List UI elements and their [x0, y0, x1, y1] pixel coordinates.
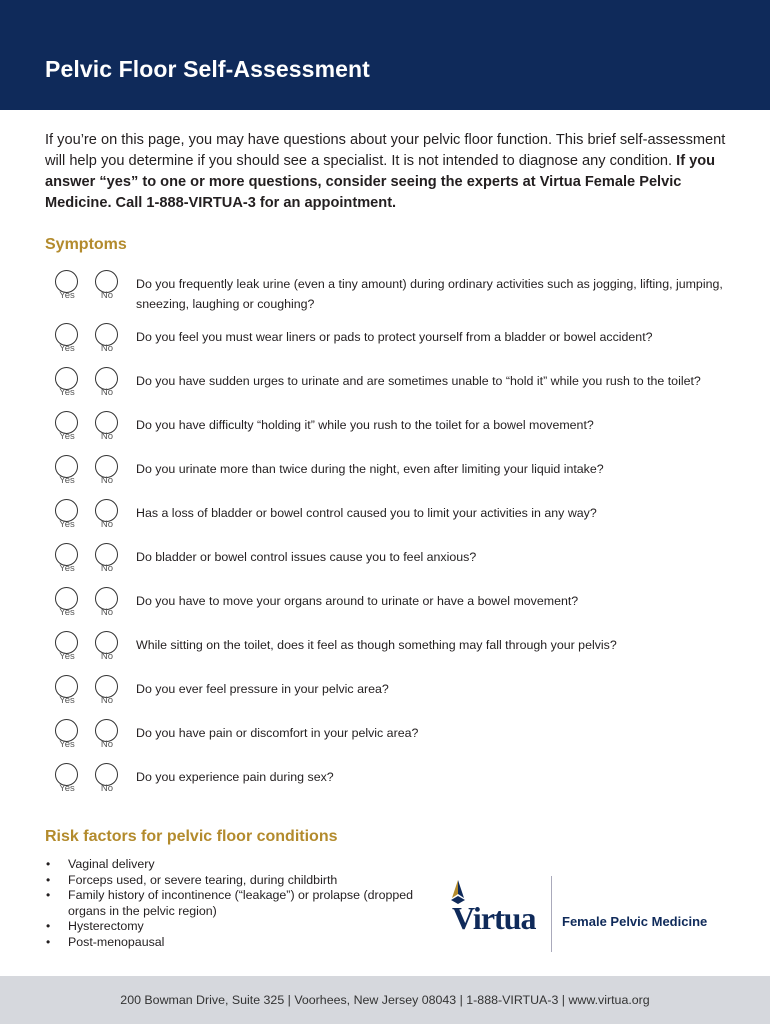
no-label: No: [100, 783, 114, 794]
footer-contact: 200 Bowman Drive, Suite 325 | Voorhees, New Jersey 08043 | 1-888-VIRTUA-3 | www.virtua.org: [120, 993, 650, 1007]
yes-label: Yes: [59, 563, 75, 574]
question-text: Do you frequently leak urine (even a tiny amount) during ordinary activities such as jogging, lifting, jumping, sneezing, laughing or coughing?: [136, 277, 723, 311]
yes-label: Yes: [59, 695, 75, 706]
no-label: No: [100, 387, 114, 398]
yes-label: Yes: [59, 739, 75, 750]
yes-option: [55, 543, 79, 573]
yes-option: [55, 675, 79, 705]
yes-label: Yes: [59, 475, 75, 486]
no-label: No: [100, 343, 114, 354]
no-label: No: [100, 607, 114, 618]
yes-option: [55, 411, 79, 441]
yes-label: Yes: [59, 607, 75, 618]
no-option: [95, 675, 119, 705]
symptom-question-row: [55, 543, 755, 587]
question-text: Do you feel you must wear liners or pads to protect yourself from a bladder or bowel accident?: [136, 330, 653, 344]
yes-label: Yes: [59, 783, 75, 794]
no-label: No: [100, 695, 114, 706]
no-label: No: [100, 739, 114, 750]
no-option: [95, 455, 119, 485]
symptom-question-row: [55, 367, 755, 411]
symptom-question-row: [55, 631, 755, 675]
footer-bar: [0, 976, 770, 1024]
logo-subtitle: Female Pelvic Medicine: [562, 914, 708, 929]
symptom-question-row: [55, 323, 755, 367]
risk-factor-item: • Family history of incontinence (“leakage”) or prolapse (dropped organs in the pelvic region): [45, 888, 425, 919]
no-option: [95, 270, 119, 300]
symptom-question-row: [55, 455, 755, 499]
question-text: Do you have difficulty “holding it” while you rush to the toilet for a bowel movement?: [136, 418, 594, 432]
no-option: [95, 323, 119, 353]
risk-factors-list: [45, 857, 425, 951]
yes-option: [55, 367, 79, 397]
page-title: Pelvic Floor Self-Assessment: [45, 56, 370, 82]
no-label: No: [100, 475, 114, 486]
intro-paragraph: [45, 130, 735, 214]
symptoms-heading: Symptoms: [45, 236, 127, 253]
question-text: Do you have pain or discomfort in your pelvic area?: [136, 726, 419, 740]
symptom-question-row: [55, 270, 755, 314]
no-label: No: [100, 651, 114, 662]
intro-callout: If you answer “yes” to one or more questions, consider seeing the experts at Virtua Female Pelvic Medicine. Call 1-888-VIRTUA-3 for an appointment.: [45, 153, 716, 211]
risk-factor-item: • Forceps used, or severe tearing, during childbirth: [45, 873, 425, 889]
no-option: [95, 763, 119, 793]
symptom-question-row: [55, 587, 755, 631]
yes-label: Yes: [59, 431, 75, 442]
no-option: [95, 719, 119, 749]
logo-wordmark: Virtua: [452, 900, 536, 936]
symptom-question-row: [55, 675, 755, 719]
no-option: [95, 631, 119, 661]
yes-label: Yes: [59, 519, 75, 530]
yes-label: Yes: [59, 343, 75, 354]
logo-divider: [551, 876, 552, 952]
no-option: [95, 587, 119, 617]
yes-option: [55, 499, 79, 529]
yes-option: [55, 323, 79, 353]
question-text: Do you have sudden urges to urinate and are sometimes unable to “hold it” while you rush to the toilet?: [136, 374, 701, 388]
risk-factor-item: • Vaginal delivery: [45, 857, 425, 873]
yes-label: Yes: [59, 290, 75, 301]
yes-option: [55, 631, 79, 661]
intro-text: If you’re on this page, you may have questions about your pelvic floor function. This brief self-assessment will help you determine if you should see a specialist. It is not intended to diagnose any condition.: [45, 132, 726, 169]
question-text: Do you experience pain during sex?: [136, 770, 334, 784]
yes-label: Yes: [59, 651, 75, 662]
yes-option: [55, 719, 79, 749]
no-label: No: [100, 563, 114, 574]
risk-factor-item: • Hysterectomy: [45, 919, 425, 935]
risk-factor-item: • Post-menopausal: [45, 935, 425, 951]
question-text: Do bladder or bowel control issues cause you to feel anxious?: [136, 550, 477, 564]
no-label: No: [100, 519, 114, 530]
no-option: [95, 499, 119, 529]
yes-option: [55, 455, 79, 485]
question-text: While sitting on the toilet, does it feel as though something may fall through your pelvis?: [136, 638, 617, 652]
symptom-question-row: [55, 411, 755, 455]
virtua-logo: [438, 876, 738, 952]
yes-option: [55, 270, 79, 300]
no-label: No: [100, 431, 114, 442]
symptom-question-row: [55, 499, 755, 543]
symptom-question-row: [55, 719, 755, 763]
risk-factors-heading: Risk factors for pelvic floor conditions: [45, 828, 338, 845]
question-text: Do you have to move your organs around to urinate or have a bowel movement?: [136, 594, 579, 608]
question-text: Has a loss of bladder or bowel control caused you to limit your activities in any way?: [136, 506, 597, 520]
yes-option: [55, 587, 79, 617]
question-text: Do you ever feel pressure in your pelvic area?: [136, 682, 389, 696]
symptom-question-row: [55, 763, 755, 807]
yes-option: [55, 763, 79, 793]
no-option: [95, 411, 119, 441]
question-text: Do you urinate more than twice during the night, even after limiting your liquid intake?: [136, 462, 604, 476]
no-option: [95, 367, 119, 397]
no-label: No: [100, 290, 114, 301]
yes-label: Yes: [59, 387, 75, 398]
no-option: [95, 543, 119, 573]
header-banner: [0, 0, 770, 110]
